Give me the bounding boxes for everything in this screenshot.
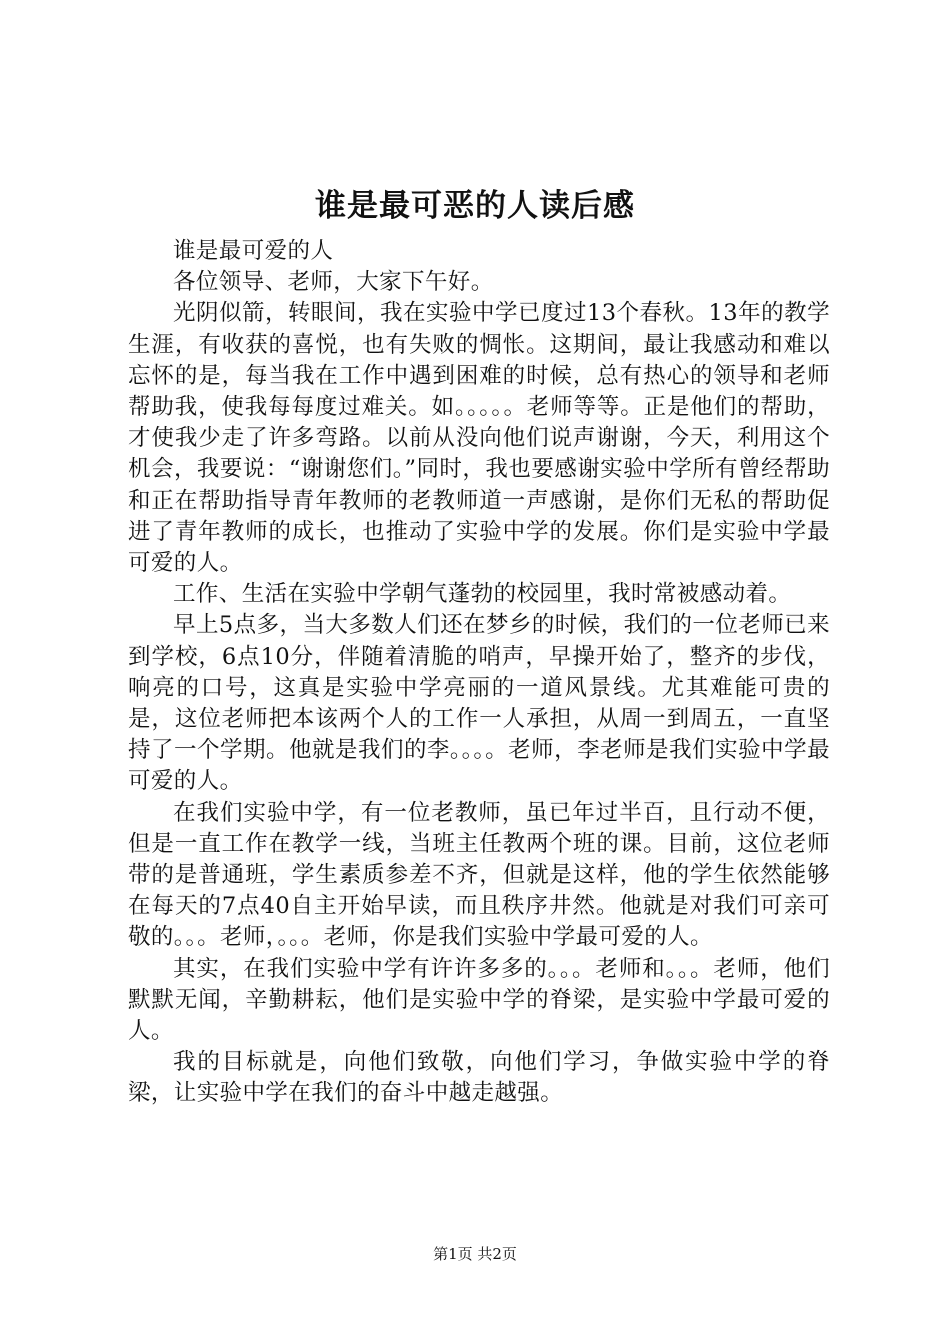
paragraph: 谁是最可爱的人 (173, 238, 334, 264)
paragraph: 各位领导、老师，大家下午好。 (173, 269, 494, 296)
paragraph: 光阴似箭，转眼间，我在实验中学已度过13个春秋。13年的教学生涯，有收获的喜悦，也有失败的惆怅。这期间，最让我感动和难以忘怀的是，每当我在工作中遇到困难的时候，总有热心的领导和老师帮助我，使我每每度过难关。如。。。。。老师等等。正是他们的帮助，才使我少走了许多弯路。以前从没向他们说声谢谢，今天，利用这个机会，我要说：“谢谢您们。”同时，我也要感谢实验中学所有曾经帮助和正在帮助指导青年教师的老教师道一声感谢，是你们无私的帮助促进了青年教师的成长，也推动了实验中学的发展。你们是实验中学最可爱的人。 (128, 300, 830, 577)
paragraph: 我的目标就是，向他们致敬，向他们学习，争做实验中学的脊梁，让实验中学在我们的奋斗中越走越强。 (128, 1049, 830, 1107)
paragraph: 其实，在我们实验中学有许许多多的。。。老师和。。。老师，他们默默无闻，辛勤耕耘，他们是实验中学的脊梁，是实验中学最可爱的人。 (128, 955, 830, 1045)
paragraph: 在我们实验中学，有一位老教师，虽已年过半百，且行动不便，但是一直工作在教学一线，当班主任教两个班的课。目前，这位老师带的是普通班，学生素质参差不齐，但就是这样，他的学生依然能够在每天的7点40自主开始早读，而且秩序井然。他就是对我们可亲可敬的。。。老师，。。。老师，你是我们实验中学最可爱的人。 (128, 799, 830, 951)
document-body (128, 236, 830, 1110)
page-number-footer: 第1页 共2页 (433, 1245, 517, 1263)
paragraph: 工作、生活在实验中学朝气蓬勃的校园里，我时常被感动着。 (173, 581, 792, 608)
document-title: 谁是最可恶的人读后感 (315, 188, 635, 224)
paragraph: 早上5点多，当大多数人们还在梦乡的时候，我们的一位老师已来到学校，6点10分，伴随着清脆的哨声，早操开始了，整齐的步伐，响亮的口号，这真是实验中学亮丽的一道风景线。尤其难能可贵的是，这位老师把本该两个人的工作一人承担，从周一到周五，一直坚持了一个学期。他就是我们的李。。。。老师，李老师是我们实验中学最可爱的人。 (128, 612, 830, 795)
